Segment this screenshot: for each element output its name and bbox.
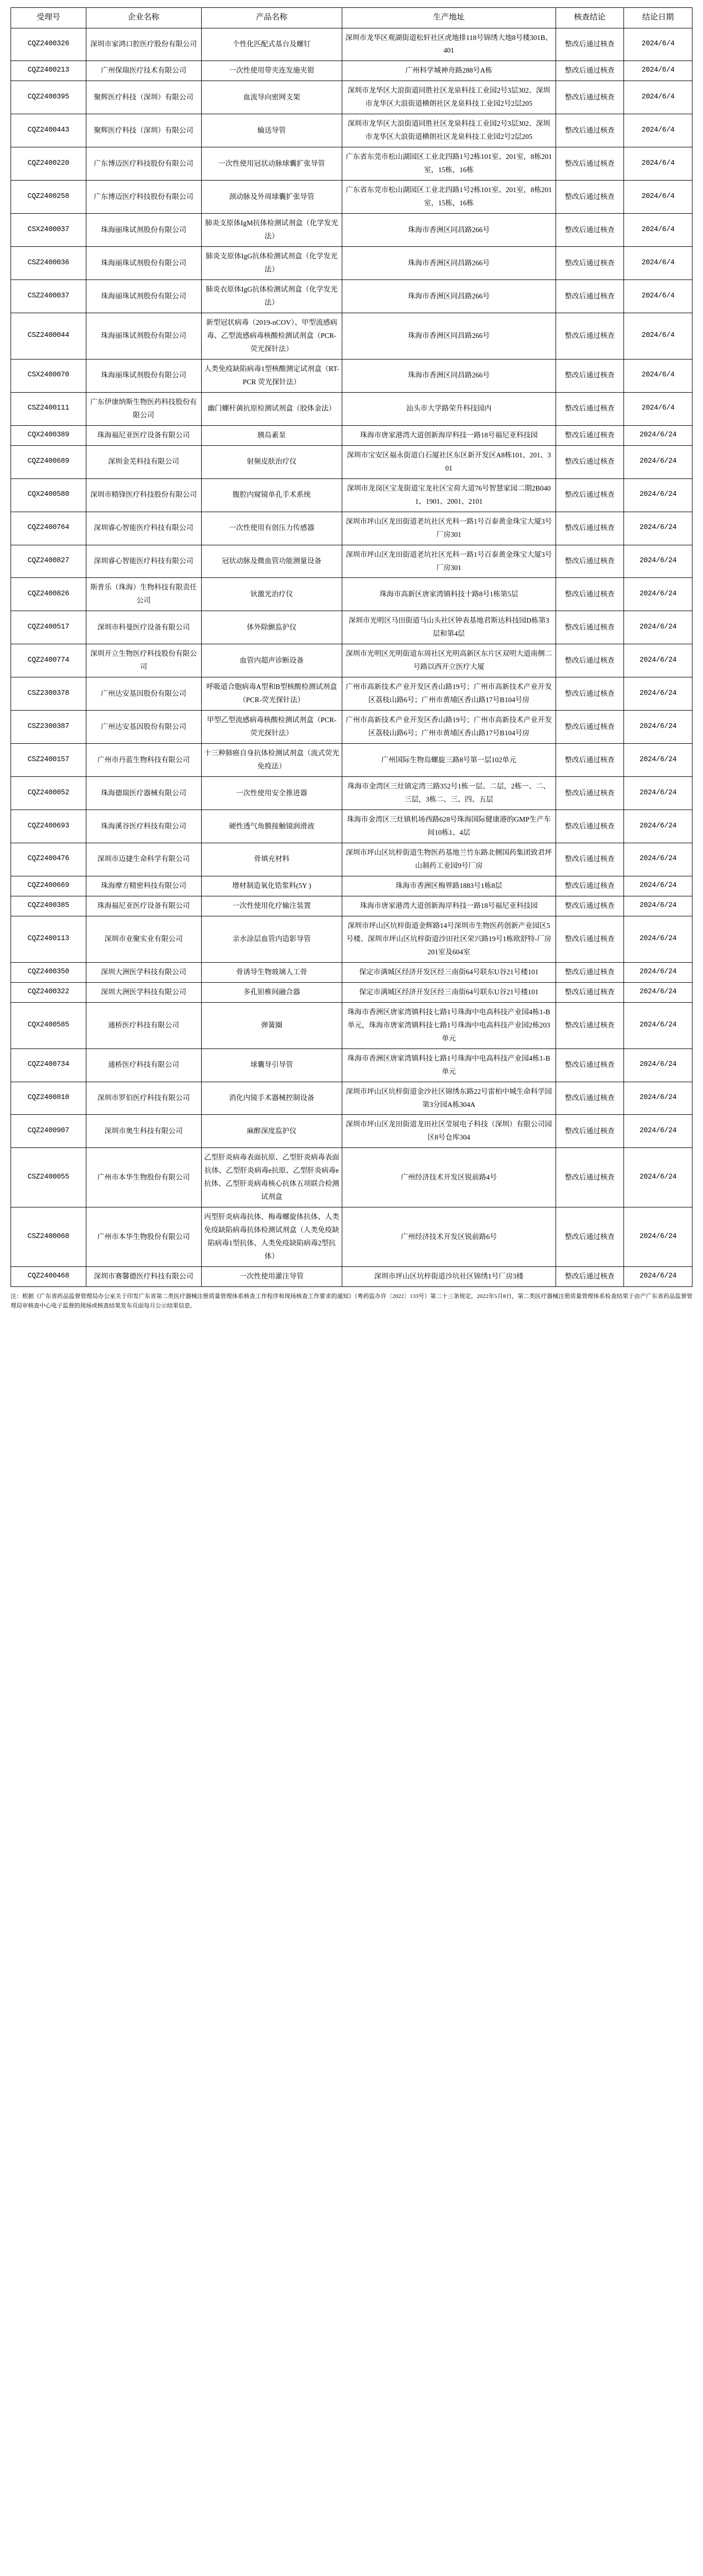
table-row bbox=[11, 1207, 692, 1267]
production-address-cell: 珠海市香洲区唐家湾镇科技七路1号珠海中电高科技产业园4栋1-B单元，珠海市唐家湾镇科技七路1号珠海中电高科技产业园2栋203单元 bbox=[342, 1002, 556, 1049]
production-address-cell: 深圳市龙华区观湖街道松轩社区虎地排118号锦绣大地8号楼301B、401 bbox=[342, 28, 556, 61]
production-address-cell: 广州市高新技术产业开发区香山路19号；广州市高新技术产业开发区荔枝山路6号；广州市黄埔区香山路17号B104号房 bbox=[342, 677, 556, 711]
accept-no-cell: CSZ2400036 bbox=[11, 247, 86, 280]
table-row bbox=[11, 147, 692, 181]
accept-no-cell: CSX2400070 bbox=[11, 359, 86, 392]
company-name-cell: 深圳金芜科技有限公司 bbox=[86, 445, 201, 478]
accept-no-cell: CQZ2400810 bbox=[11, 1082, 86, 1115]
production-address-cell: 深圳市坪山区坑梓街道生物医药基地兰竹东路北侧国药集团致君坪山制药工业园9号厂房 bbox=[342, 843, 556, 876]
company-name-cell: 广州市丹蓝生物科技有限公司 bbox=[86, 744, 201, 777]
inspection-conclusion-cell: 整改后通过核查 bbox=[556, 843, 624, 876]
company-name-cell: 珠海丽珠试剂股份有限公司 bbox=[86, 247, 201, 280]
company-name-cell: 深圳市罗伯医疗科技有限公司 bbox=[86, 1082, 201, 1115]
conclusion-date-cell: 2024/6/4 bbox=[624, 247, 692, 280]
table-row bbox=[11, 214, 692, 247]
conclusion-date-cell: 2024/6/24 bbox=[624, 916, 692, 962]
company-name-cell: 珠海德瑞医疗器械有限公司 bbox=[86, 777, 201, 810]
table-row bbox=[11, 114, 692, 147]
table-row bbox=[11, 280, 692, 313]
accept-no-cell: CQX2400389 bbox=[11, 425, 86, 445]
production-address-cell: 珠海市金湾区三灶镇定湾三路352号1栋一层、二层，2栋一、二、三层，3栋二、三、四、五层 bbox=[342, 777, 556, 810]
accept-no-cell: CQZ2400826 bbox=[11, 578, 86, 611]
production-address-cell: 深圳市坪山区坑梓街道沙坑社区锦绣1号厂房3楼 bbox=[342, 1267, 556, 1287]
company-name-cell: 通桥医疗科技有限公司 bbox=[86, 1049, 201, 1082]
inspection-conclusion-cell: 整改后通过核查 bbox=[556, 777, 624, 810]
inspection-conclusion-cell: 整改后通过核查 bbox=[556, 1049, 624, 1082]
table-row bbox=[11, 677, 692, 711]
table-row bbox=[11, 916, 692, 962]
accept-no-cell: CSZ2400037 bbox=[11, 280, 86, 313]
product-name-cell: 消化内镜手术器械控制设备 bbox=[201, 1082, 342, 1115]
table-row bbox=[11, 313, 692, 359]
inspection-conclusion-cell: 整改后通过核查 bbox=[556, 611, 624, 644]
accept-no-cell: CQZ2400764 bbox=[11, 512, 86, 545]
company-name-cell: 深圳开立生物医疗科技股份有限公司 bbox=[86, 644, 201, 677]
production-address-cell: 深圳市坪山区坑梓街道金辉路14号深圳市生物医药创新产业园区5号楼、深圳市坪山区坑梓街道沙田社区荣兴路19号1栋欧舒特-厂房201室及604室 bbox=[342, 916, 556, 962]
conclusion-date-cell: 2024/6/24 bbox=[624, 478, 692, 512]
company-name-cell: 广州保瑞医疗技术有限公司 bbox=[86, 61, 201, 81]
conclusion-date-cell: 2024/6/24 bbox=[624, 644, 692, 677]
company-name-cell: 通桥医疗科技有限公司 bbox=[86, 1002, 201, 1049]
production-address-cell: 广东省东莞市松山湖园区工业北四路1号2栋101室、201室，8栋201室，15栋，16栋 bbox=[342, 147, 556, 181]
accept-no-cell: CQZ2400220 bbox=[11, 147, 86, 181]
table-row bbox=[11, 61, 692, 81]
product-name-cell: 冠状动脉及微血管功能测量设备 bbox=[201, 545, 342, 578]
product-name-cell: 一次性使用安全推进器 bbox=[201, 777, 342, 810]
accept-no-cell: CQZ2400052 bbox=[11, 777, 86, 810]
company-name-cell: 深圳市精锋医疗科技股份有限公司 bbox=[86, 478, 201, 512]
product-name-cell: 肺炎支原体IgM抗体检测试剂盒（化学发光法） bbox=[201, 214, 342, 247]
table-row bbox=[11, 810, 692, 843]
product-name-cell: 肺炎支原体IgG抗体检测试剂盒（化学发光法） bbox=[201, 247, 342, 280]
company-name-cell: 深圳市业聚实业有限公司 bbox=[86, 916, 201, 962]
table-row bbox=[11, 1049, 692, 1082]
company-name-cell: 深圳市奥生科技有限公司 bbox=[86, 1115, 201, 1148]
conclusion-date-cell: 2024/6/4 bbox=[624, 359, 692, 392]
table-row bbox=[11, 1082, 692, 1115]
table-row bbox=[11, 962, 692, 982]
company-name-cell: 聚辉医疗科技（深圳）有限公司 bbox=[86, 81, 201, 114]
accept-no-cell: CQZ2400734 bbox=[11, 1049, 86, 1082]
product-name-cell: 一次性使用有创压力传感器 bbox=[201, 512, 342, 545]
production-address-cell: 广州科学城神舟路288号A栋 bbox=[342, 61, 556, 81]
accept-no-cell: CSX2400037 bbox=[11, 214, 86, 247]
inspection-conclusion-cell: 整改后通过核查 bbox=[556, 744, 624, 777]
conclusion-date-cell: 2024/6/24 bbox=[624, 512, 692, 545]
inspection-conclusion-cell: 整改后通过核查 bbox=[556, 392, 624, 425]
table-row bbox=[11, 1267, 692, 1287]
accept-no-cell: CSZ2400060 bbox=[11, 1207, 86, 1267]
inspection-conclusion-cell: 整改后通过核查 bbox=[556, 478, 624, 512]
inspection-conclusion-cell: 整改后通过核查 bbox=[556, 896, 624, 916]
conclusion-date-cell: 2024/6/4 bbox=[624, 392, 692, 425]
production-address-cell: 珠海市香洲区梅界路1883号1栋8层 bbox=[342, 876, 556, 896]
inspection-conclusion-cell: 整改后通过核查 bbox=[556, 280, 624, 313]
footnote-text: 根据《广东省药品监督管理局办公室关于印发广东省第二类医疗器械注册质量管理体系核查工作程序和现场核查工作要求的通知》（粤药监办许〔2022〕133号）第二十三条规定，2022年5月8日，第二类医疗器械注册质量管理体系检查结果于由产广东省药品监督管理局审核查中心电子监督的现场或核查结果发布页面每月公示结果信息。 bbox=[11, 1293, 692, 1310]
product-name-cell: 人类免疫缺陷病毒1型核酸测定试剂盒（RT-PCR 荧光探针法） bbox=[201, 359, 342, 392]
product-name-cell: 硬性透气角膜接触镜润滑液 bbox=[201, 810, 342, 843]
product-name-cell: 个性化匹配式基台及螺钉 bbox=[201, 28, 342, 61]
product-name-cell: 钬激光治疗仪 bbox=[201, 578, 342, 611]
product-name-cell: 腹腔内窥镜单孔手术系统 bbox=[201, 478, 342, 512]
production-address-cell: 珠海市香洲区唐家湾镇科技七路1号珠海中电高科技产业园4栋1-B单元 bbox=[342, 1049, 556, 1082]
company-name-cell: 深圳市家鸿口腔医疗股份有限公司 bbox=[86, 28, 201, 61]
inspection-conclusion-cell: 整改后通过核查 bbox=[556, 810, 624, 843]
table-row bbox=[11, 1002, 692, 1049]
production-address-cell: 深圳市坪山区龙田街道龙田社区莹展电子科技（深圳）有限公司园区8号仓库304 bbox=[342, 1115, 556, 1148]
accept-no-cell: CQZ2400476 bbox=[11, 843, 86, 876]
production-address-cell: 广州经济技术开发区锐前路4号 bbox=[342, 1148, 556, 1207]
company-name-cell: 广州市本华生物股份有限公司 bbox=[86, 1148, 201, 1207]
conclusion-date-cell: 2024/6/24 bbox=[624, 425, 692, 445]
table-row bbox=[11, 545, 692, 578]
inspection-conclusion-cell: 整改后通过核查 bbox=[556, 916, 624, 962]
production-address-cell: 珠海市唐家港湾大道创新海岸科技一路18号福尼亚科技园 bbox=[342, 896, 556, 916]
product-name-cell: 血管内超声诊断设备 bbox=[201, 644, 342, 677]
conclusion-date-cell: 2024/6/4 bbox=[624, 280, 692, 313]
conclusion-date-cell: 2024/6/24 bbox=[624, 777, 692, 810]
inspection-conclusion-cell: 整改后通过核查 bbox=[556, 644, 624, 677]
table-row bbox=[11, 843, 692, 876]
table-row bbox=[11, 876, 692, 896]
production-address-cell: 保定市满城区经济开发区经三南街64号联东U谷21号楼101 bbox=[342, 982, 556, 1002]
column-header-address: 生产地址 bbox=[342, 8, 556, 28]
production-address-cell: 广州经济技术开发区锐前路6号 bbox=[342, 1207, 556, 1267]
accept-no-cell: CSZ2400055 bbox=[11, 1148, 86, 1207]
company-name-cell: 珠海福尼亚医疗设备有限公司 bbox=[86, 896, 201, 916]
column-header-product: 产品名称 bbox=[201, 8, 342, 28]
product-name-cell: 增材制造氧化锆浆料(5Y ) bbox=[201, 876, 342, 896]
accept-no-cell: CQZ2400669 bbox=[11, 876, 86, 896]
conclusion-date-cell: 2024/6/24 bbox=[624, 1049, 692, 1082]
accept-no-cell: CQZ2400468 bbox=[11, 1267, 86, 1287]
table-row bbox=[11, 644, 692, 677]
conclusion-date-cell: 2024/6/4 bbox=[624, 81, 692, 114]
production-address-cell: 深圳市光明区马田街道马山头社区钟表基地君斯达科技园D栋第3层和第4层 bbox=[342, 611, 556, 644]
table-row bbox=[11, 181, 692, 214]
company-name-cell: 广州市本华生物股份有限公司 bbox=[86, 1207, 201, 1267]
product-name-cell: 十三种肺癌自身抗体检测试剂盒（流式荧光免疫法） bbox=[201, 744, 342, 777]
accept-no-cell: CQZ2400113 bbox=[11, 916, 86, 962]
table-row bbox=[11, 247, 692, 280]
production-address-cell: 深圳市龙岗区宝龙街道宝龙社区宝荷大道76号智慧家园二期2B0401、1901、2001、2101 bbox=[342, 478, 556, 512]
table-row bbox=[11, 982, 692, 1002]
inspection-conclusion-cell: 整改后通过核查 bbox=[556, 1002, 624, 1049]
product-name-cell: 甲型乙型流感病毒核酸检测试剂盒（PCR-荧光探针法） bbox=[201, 711, 342, 744]
conclusion-date-cell: 2024/6/24 bbox=[624, 896, 692, 916]
table-row bbox=[11, 359, 692, 392]
product-name-cell: 一次性使用带夹连发施夹钳 bbox=[201, 61, 342, 81]
company-name-cell: 深圳大洲医学科技有限公司 bbox=[86, 962, 201, 982]
conclusion-date-cell: 2024/6/24 bbox=[624, 545, 692, 578]
accept-no-cell: CQZ2400326 bbox=[11, 28, 86, 61]
accept-no-cell: CSZ2300378 bbox=[11, 677, 86, 711]
production-address-cell: 珠海市香洲区同昌路266号 bbox=[342, 280, 556, 313]
production-address-cell: 深圳市坪山区龙田街道老坑社区光科一路1号百泰黄金珠宝大厦3号厂房301 bbox=[342, 512, 556, 545]
product-name-cell: 乙型肝炎病毒表面抗原、乙型肝炎病毒表面抗体、乙型肝炎病毒e抗原、乙型肝炎病毒e抗体、乙型肝炎病毒核心抗体五项联合检测试剂盒 bbox=[201, 1148, 342, 1207]
product-name-cell: 一次性使用冠状动脉球囊扩张导管 bbox=[201, 147, 342, 181]
footnote-label: 注： bbox=[11, 1293, 23, 1300]
conclusion-date-cell: 2024/6/4 bbox=[624, 181, 692, 214]
product-name-cell: 球囊导引导管 bbox=[201, 1049, 342, 1082]
product-name-cell: 幽门螺杆菌抗原检测试剂盒（胶体金法） bbox=[201, 392, 342, 425]
table-row bbox=[11, 711, 692, 744]
production-address-cell: 广东省东莞市松山湖园区工业北四路1号2栋101室、201室，8栋201室，15栋，16栋 bbox=[342, 181, 556, 214]
product-name-cell: 麻醉深度监护仪 bbox=[201, 1115, 342, 1148]
conclusion-date-cell: 2024/6/24 bbox=[624, 744, 692, 777]
conclusion-date-cell: 2024/6/24 bbox=[624, 677, 692, 711]
accept-no-cell: CQZ2400693 bbox=[11, 810, 86, 843]
inspection-conclusion-cell: 整改后通过核查 bbox=[556, 677, 624, 711]
conclusion-date-cell: 2024/6/24 bbox=[624, 1002, 692, 1049]
inspection-conclusion-cell: 整改后通过核查 bbox=[556, 962, 624, 982]
accept-no-cell: CQZ2400213 bbox=[11, 61, 86, 81]
inspection-conclusion-cell: 整改后通过核查 bbox=[556, 114, 624, 147]
production-address-cell: 珠海市香洲区同昌路266号 bbox=[342, 247, 556, 280]
table-row bbox=[11, 1148, 692, 1207]
table-header bbox=[11, 8, 692, 28]
conclusion-date-cell: 2024/6/4 bbox=[624, 313, 692, 359]
company-name-cell: 珠海福尼亚医疗设备有限公司 bbox=[86, 425, 201, 445]
inspection-conclusion-cell: 整改后通过核查 bbox=[556, 313, 624, 359]
company-name-cell: 深圳市赛馨德医疗科技有限公司 bbox=[86, 1267, 201, 1287]
product-name-cell: 骨诱导生物玻璃人工骨 bbox=[201, 962, 342, 982]
footnote bbox=[11, 1292, 692, 1311]
conclusion-date-cell: 2024/6/24 bbox=[624, 711, 692, 744]
inspection-conclusion-cell: 整改后通过核查 bbox=[556, 1082, 624, 1115]
product-name-cell: 血流导向密网支架 bbox=[201, 81, 342, 114]
column-header-accept-no: 受理号 bbox=[11, 8, 86, 28]
inspection-conclusion-cell: 整改后通过核查 bbox=[556, 711, 624, 744]
table-row bbox=[11, 478, 692, 512]
table-row bbox=[11, 744, 692, 777]
table-row bbox=[11, 81, 692, 114]
conclusion-date-cell: 2024/6/4 bbox=[624, 214, 692, 247]
company-name-cell: 深圳市迈捷生命科学有限公司 bbox=[86, 843, 201, 876]
product-name-cell: 亲水涂层血管内造影导管 bbox=[201, 916, 342, 962]
production-address-cell: 深圳市坪山区龙田街道老坑社区光科一路1号百泰黄金珠宝大厦3号厂房301 bbox=[342, 545, 556, 578]
table-row bbox=[11, 1115, 692, 1148]
production-address-cell: 珠海市高新区唐家湾镇科技十路8号1栋第5层 bbox=[342, 578, 556, 611]
conclusion-date-cell: 2024/6/4 bbox=[624, 114, 692, 147]
company-name-cell: 斯普乐（珠海）生物科技有限责任公司 bbox=[86, 578, 201, 611]
table-row bbox=[11, 777, 692, 810]
product-name-cell: 一次性使用化疗输注装置 bbox=[201, 896, 342, 916]
accept-no-cell: CQZ2400774 bbox=[11, 644, 86, 677]
company-name-cell: 珠海溪谷医疗科技有限公司 bbox=[86, 810, 201, 843]
table-row bbox=[11, 578, 692, 611]
column-header-company: 企业名称 bbox=[86, 8, 201, 28]
accept-no-cell: CQZ2400517 bbox=[11, 611, 86, 644]
inspection-conclusion-cell: 整改后通过核查 bbox=[556, 1148, 624, 1207]
inspection-conclusion-cell: 整改后通过核查 bbox=[556, 545, 624, 578]
product-name-cell: 胰岛素泵 bbox=[201, 425, 342, 445]
company-name-cell: 深圳市科曼医疗设备有限公司 bbox=[86, 611, 201, 644]
table-row bbox=[11, 425, 692, 445]
company-name-cell: 深圳睿心智能医疗科技有限公司 bbox=[86, 545, 201, 578]
product-name-cell: 弹簧圈 bbox=[201, 1002, 342, 1049]
company-name-cell: 广东博迈医疗科技股份有限公司 bbox=[86, 147, 201, 181]
inspection-conclusion-cell: 整改后通过核查 bbox=[556, 181, 624, 214]
inspection-conclusion-cell: 整改后通过核查 bbox=[556, 147, 624, 181]
conclusion-date-cell: 2024/6/4 bbox=[624, 61, 692, 81]
production-address-cell: 深圳市光明区光明街道东周社区光明高新区东片区双明大道南侧二号路以西开立医疗大厦 bbox=[342, 644, 556, 677]
conclusion-date-cell: 2024/6/24 bbox=[624, 982, 692, 1002]
production-address-cell: 深圳市龙华区大浪街道同胜社区龙泉科技工业园2号3层302、深圳市龙华区大浪街道横朗社区龙泉科技工业园2号2层205 bbox=[342, 114, 556, 147]
product-name-cell: 肺炎衣原体IgG抗体检测试剂盒（化学发光法） bbox=[201, 280, 342, 313]
company-name-cell: 珠海丽珠试剂股份有限公司 bbox=[86, 214, 201, 247]
inspection-conclusion-cell: 整改后通过核查 bbox=[556, 578, 624, 611]
accept-no-cell: CQZ2400689 bbox=[11, 445, 86, 478]
production-address-cell: 广州国际生物岛螺旋三路8号第一层102单元 bbox=[342, 744, 556, 777]
product-name-cell: 输送导管 bbox=[201, 114, 342, 147]
inspection-conclusion-cell: 整改后通过核查 bbox=[556, 214, 624, 247]
company-name-cell: 深圳睿心智能医疗科技有限公司 bbox=[86, 512, 201, 545]
accept-no-cell: CQZ2400385 bbox=[11, 896, 86, 916]
inspection-conclusion-cell: 整改后通过核查 bbox=[556, 982, 624, 1002]
inspection-results-table bbox=[11, 7, 692, 1287]
accept-no-cell: CQZ2400258 bbox=[11, 181, 86, 214]
company-name-cell: 珠海丽珠试剂股份有限公司 bbox=[86, 359, 201, 392]
inspection-conclusion-cell: 整改后通过核查 bbox=[556, 425, 624, 445]
inspection-conclusion-cell: 整改后通过核查 bbox=[556, 28, 624, 61]
inspection-conclusion-cell: 整改后通过核查 bbox=[556, 359, 624, 392]
conclusion-date-cell: 2024/6/24 bbox=[624, 1267, 692, 1287]
conclusion-date-cell: 2024/6/4 bbox=[624, 28, 692, 61]
production-address-cell: 深圳市宝安区福永街道白石厦社区东区新开发区A8栋101、201、301 bbox=[342, 445, 556, 478]
accept-no-cell: CQX2400580 bbox=[11, 478, 86, 512]
production-address-cell: 深圳市坪山区坑梓街道金沙社区锦绣东路22号雷柏中城生命科学园第3分园A栋304A bbox=[342, 1082, 556, 1115]
conclusion-date-cell: 2024/6/24 bbox=[624, 810, 692, 843]
company-name-cell: 广东博迈医疗科技股份有限公司 bbox=[86, 181, 201, 214]
conclusion-date-cell: 2024/6/24 bbox=[624, 611, 692, 644]
conclusion-date-cell: 2024/6/24 bbox=[624, 445, 692, 478]
company-name-cell: 珠海摩方精密科技有限公司 bbox=[86, 876, 201, 896]
accept-no-cell: CQZ2400827 bbox=[11, 545, 86, 578]
inspection-conclusion-cell: 整改后通过核查 bbox=[556, 876, 624, 896]
company-name-cell: 珠海丽珠试剂股份有限公司 bbox=[86, 313, 201, 359]
table-row bbox=[11, 28, 692, 61]
conclusion-date-cell: 2024/6/24 bbox=[624, 876, 692, 896]
inspection-conclusion-cell: 整改后通过核查 bbox=[556, 445, 624, 478]
product-name-cell: 一次性使用灌注导管 bbox=[201, 1267, 342, 1287]
inspection-conclusion-cell: 整改后通过核查 bbox=[556, 512, 624, 545]
company-name-cell: 广州达安基因股份有限公司 bbox=[86, 711, 201, 744]
product-name-cell: 丙型肝炎病毒抗体、梅毒螺旋体抗体、人类免疫缺陷病毒抗体检测试剂盒（人类免疫缺陷病毒1型抗体、人类免疫缺陷病毒2型抗体） bbox=[201, 1207, 342, 1267]
accept-no-cell: CSZ2400044 bbox=[11, 313, 86, 359]
company-name-cell: 广州达安基因股份有限公司 bbox=[86, 677, 201, 711]
accept-no-cell: CQX2400585 bbox=[11, 1002, 86, 1049]
conclusion-date-cell: 2024/6/24 bbox=[624, 1148, 692, 1207]
inspection-conclusion-cell: 整改后通过核查 bbox=[556, 1267, 624, 1287]
inspection-conclusion-cell: 整改后通过核查 bbox=[556, 81, 624, 114]
table-body bbox=[11, 28, 692, 1287]
company-name-cell: 珠海丽珠试剂股份有限公司 bbox=[86, 280, 201, 313]
conclusion-date-cell: 2024/6/24 bbox=[624, 843, 692, 876]
production-address-cell: 保定市满城区经济开发区经三南街64号联东U谷21号楼101 bbox=[342, 962, 556, 982]
production-address-cell: 珠海市唐家港湾大道创新海岸科技一路18号福尼亚科技园 bbox=[342, 425, 556, 445]
product-name-cell: 体外除颤监护仪 bbox=[201, 611, 342, 644]
accept-no-cell: CQZ2400395 bbox=[11, 81, 86, 114]
accept-no-cell: CQZ2400443 bbox=[11, 114, 86, 147]
column-header-date: 结论日期 bbox=[624, 8, 692, 28]
inspection-conclusion-cell: 整改后通过核查 bbox=[556, 1207, 624, 1267]
company-name-cell: 广东伊康纳斯生物医药科技股份有限公司 bbox=[86, 392, 201, 425]
conclusion-date-cell: 2024/6/4 bbox=[624, 147, 692, 181]
column-header-conclusion: 核查结论 bbox=[556, 8, 624, 28]
inspection-conclusion-cell: 整改后通过核查 bbox=[556, 247, 624, 280]
accept-no-cell: CSZ2400111 bbox=[11, 392, 86, 425]
accept-no-cell: CSZ2400157 bbox=[11, 744, 86, 777]
production-address-cell: 珠海市香洲区同昌路266号 bbox=[342, 214, 556, 247]
table-row bbox=[11, 512, 692, 545]
production-address-cell: 汕头市大学路荣升科技园内 bbox=[342, 392, 556, 425]
company-name-cell: 聚辉医疗科技（深圳）有限公司 bbox=[86, 114, 201, 147]
product-name-cell: 颈动脉及外周球囊扩张导管 bbox=[201, 181, 342, 214]
accept-no-cell: CSZ2300387 bbox=[11, 711, 86, 744]
company-name-cell: 深圳大洲医学科技有限公司 bbox=[86, 982, 201, 1002]
conclusion-date-cell: 2024/6/24 bbox=[624, 578, 692, 611]
production-address-cell: 珠海市香洲区同昌路266号 bbox=[342, 313, 556, 359]
production-address-cell: 珠海市香洲区同昌路266号 bbox=[342, 359, 556, 392]
production-address-cell: 珠海市金湾区三灶镇机场西路628号珠海国际健康港的GMP生产车间10栋1、4层 bbox=[342, 810, 556, 843]
product-name-cell: 射频皮肤治疗仪 bbox=[201, 445, 342, 478]
product-name-cell: 新型冠状病毒（2019-nCOV）、甲型流感病毒、乙型流感病毒核酸检测试剂盒（PCR-荧光探针法） bbox=[201, 313, 342, 359]
conclusion-date-cell: 2024/6/24 bbox=[624, 1082, 692, 1115]
inspection-conclusion-cell: 整改后通过核查 bbox=[556, 1115, 624, 1148]
production-address-cell: 深圳市龙华区大浪街道同胜社区龙泉科技工业园2号3层302、深圳市龙华区大浪街道横朗社区龙泉科技工业园2号2层205 bbox=[342, 81, 556, 114]
table-row bbox=[11, 445, 692, 478]
conclusion-date-cell: 2024/6/24 bbox=[624, 1115, 692, 1148]
conclusion-date-cell: 2024/6/24 bbox=[624, 962, 692, 982]
accept-no-cell: CQZ2400350 bbox=[11, 962, 86, 982]
table-row bbox=[11, 392, 692, 425]
table-row bbox=[11, 896, 692, 916]
product-name-cell: 多孔钽椎间融合器 bbox=[201, 982, 342, 1002]
product-name-cell: 骨填充材料 bbox=[201, 843, 342, 876]
production-address-cell: 广州市高新技术产业开发区香山路19号；广州市高新技术产业开发区荔枝山路6号；广州市黄埔区香山路17号B104号房 bbox=[342, 711, 556, 744]
table-header-row bbox=[11, 8, 692, 28]
product-name-cell: 呼吸道合胞病毒A型和B型核酸检测试剂盒（PCR-荧光探针法） bbox=[201, 677, 342, 711]
table-row bbox=[11, 611, 692, 644]
accept-no-cell: CQZ2400322 bbox=[11, 982, 86, 1002]
inspection-conclusion-cell: 整改后通过核查 bbox=[556, 61, 624, 81]
accept-no-cell: CQZ2400907 bbox=[11, 1115, 86, 1148]
conclusion-date-cell: 2024/6/24 bbox=[624, 1207, 692, 1267]
